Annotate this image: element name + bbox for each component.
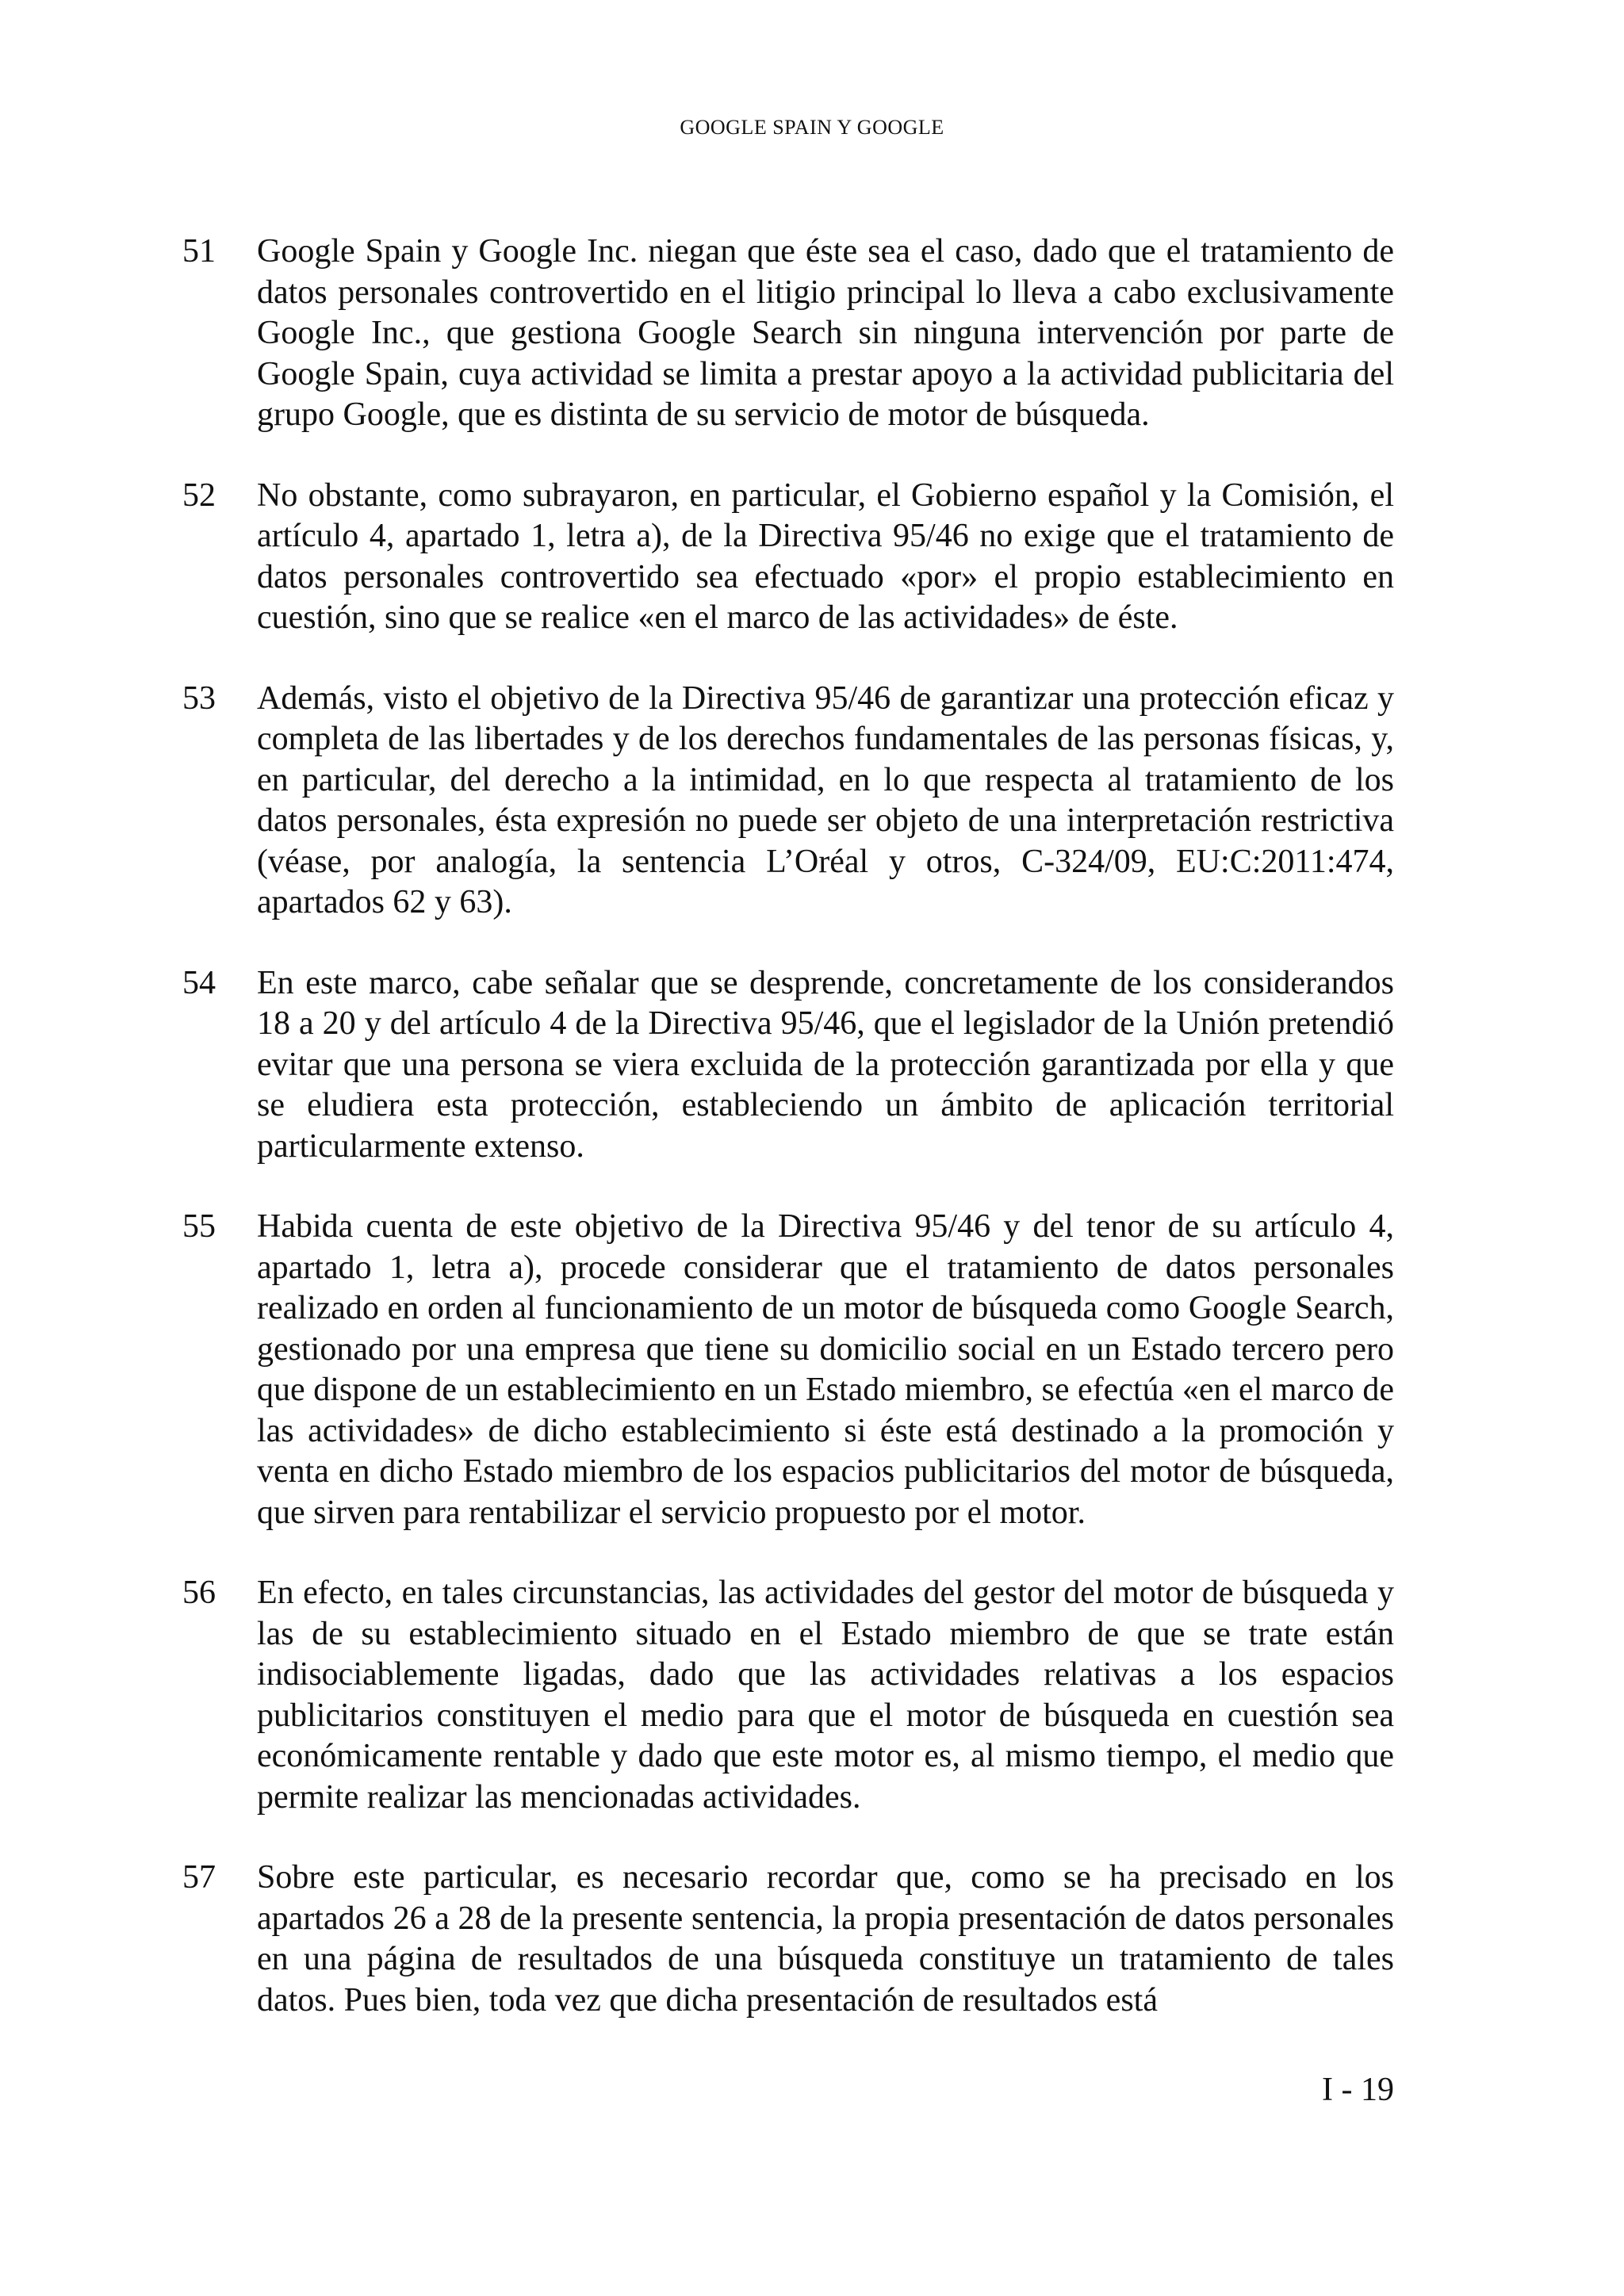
paragraph-number: 54: [182, 964, 216, 1001]
paragraph-number: 57: [182, 1859, 216, 1896]
paragraph-text: Habida cuenta de este objetivo de la Directiva 95/46 y del tenor de su artículo 4, apartado 1, letra a), procede considerar que el tratamiento de datos personales realizado en orden al funcionamiento de un motor de búsqueda como Google Search, gestionado por una empresa que tiene su domicilio social en un Estado tercero pero que dispone de un establecimiento en un Estado miembro, se efectúa «en el marco de las actividades» de dicho establecimiento si éste está destinado a la promoción y venta en dicho Estado miembro de los espacios publicitarios del motor de búsqueda, que sirven para rentabilizar el servicio propuesto por el motor.: [257, 1208, 1394, 1531]
paragraph-53: [176, 679, 1394, 924]
paragraph-number: 55: [182, 1208, 216, 1245]
paragraph-55: [176, 1207, 1394, 1533]
paragraph-number: 56: [182, 1575, 216, 1611]
paragraph-text: No obstante, como subrayaron, en particular, el Gobierno español y la Comisión, el artículo 4, apartado 1, letra a), de la Directiva 95/46 no exige que el tratamiento de datos personales controvertido sea efectuado «por» el propio establecimiento en cuestión, sino que se realice «en el marco de las actividades» de éste.: [257, 476, 1394, 636]
page-number: I - 19: [1322, 2072, 1394, 2108]
judgment-body: [176, 232, 1394, 2061]
paragraph-text: En efecto, en tales circunstancias, las actividades del gestor del motor de búsqueda y las de su establecimiento situado en el Estado miembro de que se trate están indisociablemente ligadas, dado que las actividades relativas a los espacios publicitarios constituyen el medio para que el motor de búsqueda en cuestión sea económicamente rentable y dado que este motor es, al mismo tiempo, el medio que permite realizar las mencionadas actividades.: [257, 1575, 1394, 1816]
paragraph-text: En este marco, cabe señalar que se desprende, concretamente de los considerandos 18 a 20 y del artículo 4 de la Directiva 95/46, que el legislador de la Unión pretendió evitar que una persona se viera excluida de la protección garantizada por ella y que se eludiera esta protección, estableciendo un ámbito de aplicación territorial particularmente extenso.: [257, 964, 1394, 1165]
paragraph-text: Google Spain y Google Inc. niegan que éste sea el caso, dado que el tratamiento de datos personales controvertido en el litigio principal lo lleva a cabo exclusivamente Google Inc., que gestiona Google Search sin ninguna intervención por parte de Google Spain, cuya actividad se limita a prestar apoyo a la actividad publicitaria del grupo Google, que es distinta de su servicio de motor de búsqueda.: [257, 233, 1394, 433]
paragraph-text: Además, visto el objetivo de la Directiva 95/46 de garantizar una protección eficaz y completa de las libertades y de los derechos fundamentales de las personas físicas, y, en particular, del derecho a la intimidad, en lo que respecta al tratamiento de los datos personales, ésta expresión no puede ser objeto de una interpretación restrictiva (véase, por analogía, la sentencia L’Oréal y otros, C-324/09, EU:C:2011:474, apartados 62 y 63).: [257, 679, 1394, 920]
paragraph-number: 51: [182, 233, 216, 270]
running-header: GOOGLE SPAIN Y GOOGLE: [680, 116, 944, 139]
paragraph-number: 52: [182, 476, 216, 514]
paragraph-number: 53: [182, 679, 216, 717]
paragraph-54: [176, 963, 1394, 1168]
paragraph-57: [176, 1858, 1394, 2021]
paragraph-text: Sobre este particular, es necesario recordar que, como se ha precisado en los apartados 26 a 28 de la presente sentencia, la propia presentación de datos personales en una página de resultados de una búsqueda constituye un tratamiento de tales datos. Pues bien, toda vez que dicha presentación de resultados está: [257, 1859, 1394, 2019]
paragraph-52: [176, 476, 1394, 639]
paragraph-56: [176, 1573, 1394, 1818]
paragraph-51: [176, 232, 1394, 436]
